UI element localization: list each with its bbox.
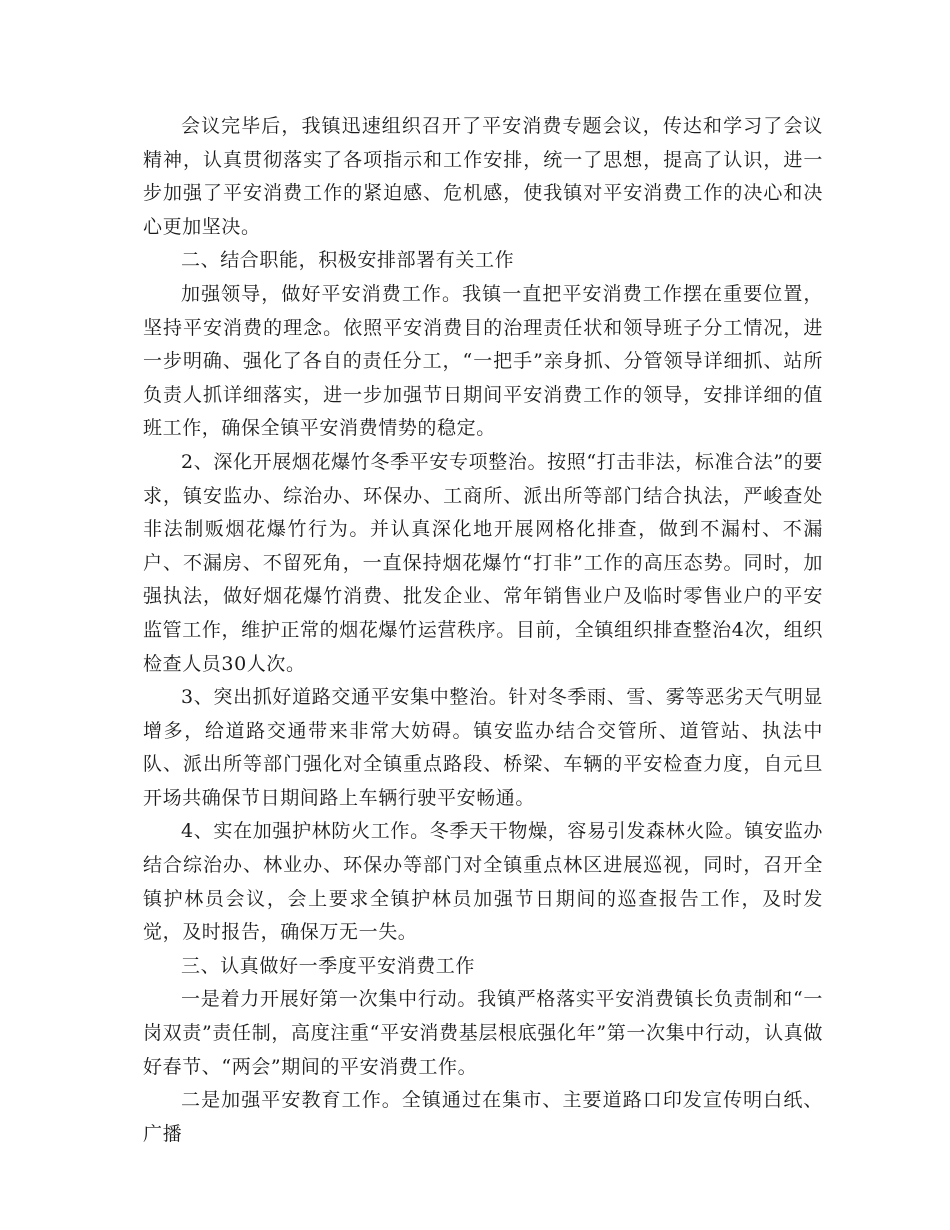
paragraph-first-action: 一是着力开展好第一次集中行动。我镇严格落实平安消费镇长负责制和“一岗双责”责任制，高度注重“平安消费基层根底强化年”第一次集中行动，认真做好春节、“两会”期间的平安消费工作。	[143, 988, 823, 1078]
paragraph-fireworks: 2、深化开展烟花爆竹冬季平安专项整治。按照“打击非法，标准合法”的要求，镇安监办、综治办、环保办、工商所、派出所等部门结合执法，严峻查处非法制贩烟花爆竹行为。并认真深化地开展网格化排查，做到不漏村、不漏户、不漏房、不留死角，一直保持烟花爆竹“打非”工作的高压态势。同时，加强执法，做好烟花爆竹消费、批发企业、常年销售业户及临时零售业户的平安监管工作，维护正常的烟花爆竹运营秩序。目前，全镇组织排查整治4次，组织检查人员30人次。	[143, 450, 823, 675]
section-heading-3: 三、认真做好一季度平安消费工作	[181, 954, 476, 977]
paragraph-forest-fire: 4、实在加强护林防火工作。冬季天干物燥，容易引发森林火险。镇安监办结合综治办、林业办、环保办等部门对全镇重点林区进展巡视，同时，召开全镇护林员会议，会上要求全镇护林员加强节日期间的巡查报告工作，及时发觉，及时报告，确保万无一失。	[143, 820, 823, 944]
paragraph-road-traffic: 3、突出抓好道路交通平安集中整治。针对冬季雨、雪、雾等恶劣天气明显增多，给道路交通带来非常大妨碍。镇安监办结合交管所、道管站、执法中队、派出所等部门强化对全镇重点路段、桥梁、车辆的平安检查力度，自元旦开场共确保节日期间路上车辆行驶平安畅通。	[143, 686, 823, 809]
paragraph-meeting-followup: 会议完毕后，我镇迅速组织召开了平安消费专题会议，传达和学习了会议精神，认真贯彻落实了各项指示和工作安排，统一了思想，提高了认识，进一步加强了平安消费工作的紧迫感、危机感，使我镇对平安消费工作的决心和决心更加坚决。	[143, 115, 823, 238]
document-body	[143, 110, 823, 1151]
section-heading-2: 二、结合职能，积极安排部署有关工作	[181, 249, 515, 272]
paragraph-safety-education: 二是加强平安教育工作。全镇通过在集市、主要道路口印发宣传明白纸、广播	[143, 1089, 823, 1145]
paragraph-leadership: 加强领导，做好平安消费工作。我镇一直把平安消费工作摆在重要位置，坚持平安消费的理念。依照平安消费目的治理责任状和领导班子分工情况，进一步明确、强化了各自的责任分工，“一把手”亲身抓、分管领导详细抓、站所负责人抓详细落实，进一步加强节日期间平安消费工作的领导，安排详细的值班工作，确保全镇平安消费情势的稳定。	[143, 282, 823, 440]
